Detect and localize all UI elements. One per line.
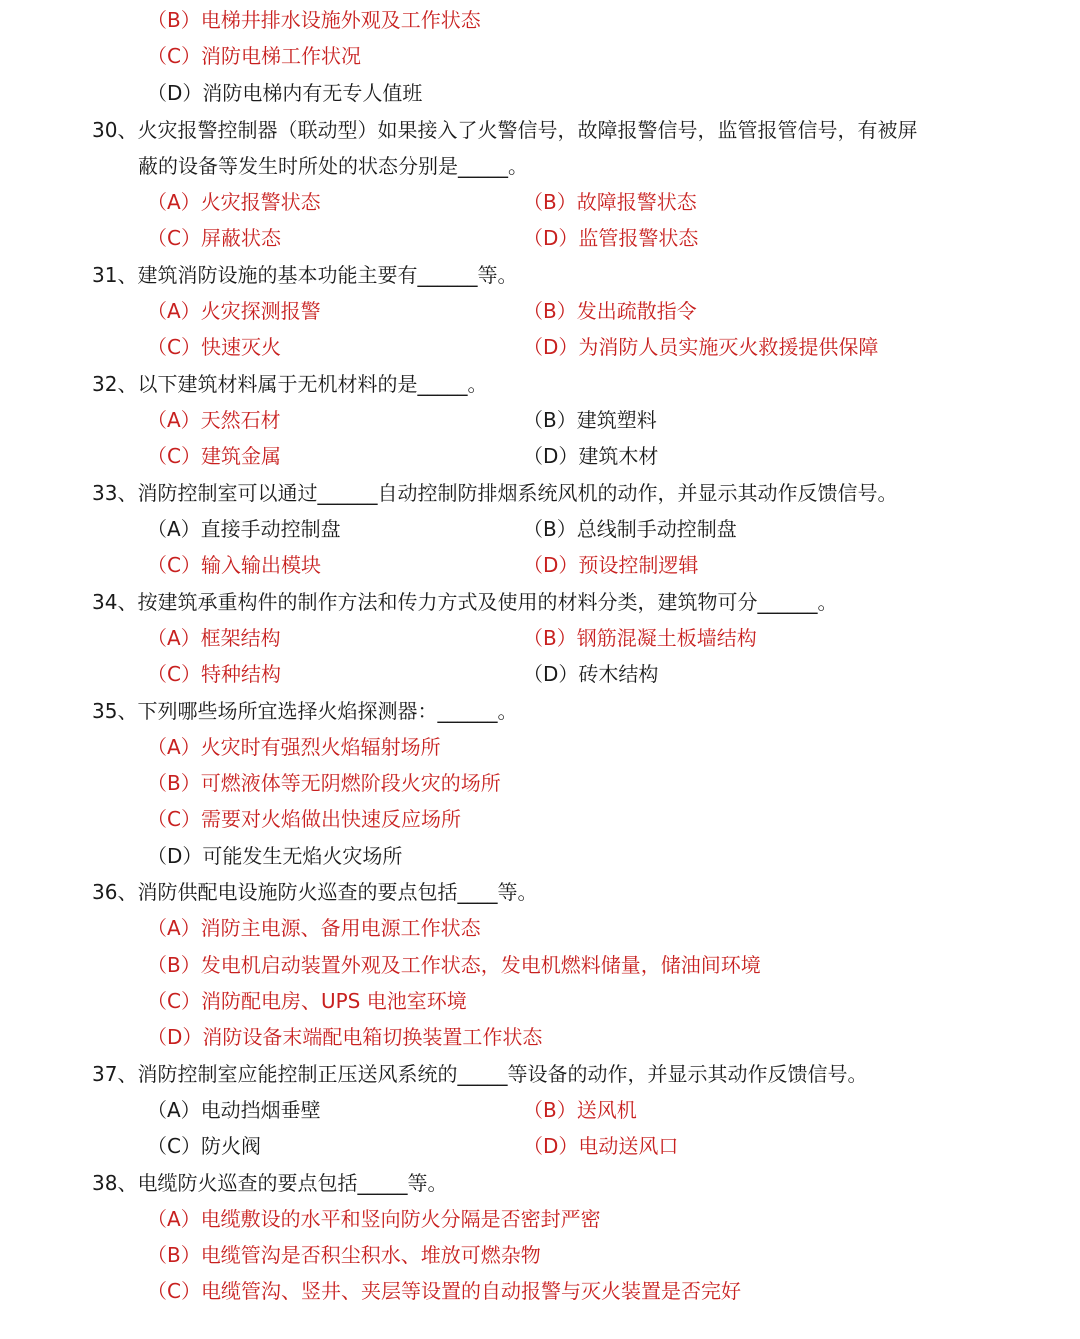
option-35a: （A）火灾时有强烈火焰辐射场所 [147, 735, 441, 759]
option-36a: （A）消防主电源、备用电源工作状态 [147, 916, 481, 940]
option-37a: （A）电动挡烟垂壁 [147, 1098, 321, 1122]
question-38-stem: 38、电缆防火巡查的要点包括_____等。 [92, 1171, 448, 1195]
question-35-stem: 35、下列哪些场所宜选择火焰探测器：______。 [92, 699, 518, 723]
option-37b: （B）送风机 [523, 1098, 637, 1122]
option-34b: （B）钢筋混凝土板墙结构 [523, 626, 757, 650]
option-36b: （B）发电机启动装置外观及工作状态，发电机燃料储量，储油间环境 [147, 953, 761, 977]
option-35b: （B）可燃液体等无阴燃阶段火灾的场所 [147, 771, 501, 795]
option-31a: （A）火灾探测报警 [147, 299, 321, 323]
option-36c: （C）消防配电房、UPS 电池室环境 [147, 989, 467, 1013]
option-34c: （C）特种结构 [147, 662, 281, 686]
option-35d: （D）可能发生无焰火灾场所 [147, 844, 403, 868]
question-37-stem: 37、消防控制室应能控制正压送风系统的_____等设备的动作，并显示其动作反馈信号。 [92, 1062, 868, 1086]
option-33a: （A）直接手动控制盘 [147, 517, 341, 541]
option-33c: （C）输入输出模块 [147, 553, 321, 577]
option-29c: （C）消防电梯工作状况 [147, 44, 361, 68]
question-34-stem: 34、按建筑承重构件的制作方法和传力方式及使用的材料分类，建筑物可分______。 [92, 590, 838, 614]
option-30d: （D）监管报警状态 [523, 226, 699, 250]
option-32c: （C）建筑金属 [147, 444, 281, 468]
option-30c: （C）屏蔽状态 [147, 226, 281, 250]
option-31c: （C）快速灭火 [147, 335, 281, 359]
option-30b: （B）故障报警状态 [523, 190, 697, 214]
option-34a: （A）框架结构 [147, 626, 281, 650]
option-38a: （A）电缆敷设的水平和竖向防火分隔是否密封严密 [147, 1207, 601, 1231]
question-32-stem: 32、以下建筑材料属于无机材料的是_____。 [92, 372, 488, 396]
option-35c: （C）需要对火焰做出快速反应场所 [147, 807, 461, 831]
option-37d: （D）电动送风口 [523, 1134, 679, 1158]
option-30a: （A）火灾报警状态 [147, 190, 321, 214]
option-38b: （B）电缆管沟是否积尘积水、堆放可燃杂物 [147, 1243, 541, 1267]
option-37c: （C）防火阀 [147, 1134, 261, 1158]
option-29b: （B）电梯井排水设施外观及工作状态 [147, 8, 481, 32]
option-31b: （B）发出疏散指令 [523, 299, 697, 323]
option-33b: （B）总线制手动控制盘 [523, 517, 737, 541]
option-32d: （D）建筑木材 [523, 444, 659, 468]
option-31d: （D）为消防人员实施灭火救援提供保障 [523, 335, 879, 359]
option-36d: （D）消防设备末端配电箱切换装置工作状态 [147, 1025, 543, 1049]
option-38c: （C）电缆管沟、竖井、夹层等设置的自动报警与灭火装置是否完好 [147, 1279, 741, 1303]
option-32a: （A）天然石材 [147, 408, 281, 432]
question-30-stem-cont: 蔽的设备等发生时所处的状态分别是_____。 [138, 154, 528, 178]
option-32b: （B）建筑塑料 [523, 408, 657, 432]
question-33-stem: 33、消防控制室可以通过______自动控制防排烟系统风机的动作，并显示其动作反馈信号。 [92, 481, 898, 505]
option-34d: （D）砖木结构 [523, 662, 659, 686]
question-31-stem: 31、建筑消防设施的基本功能主要有______等。 [92, 263, 518, 287]
question-36-stem: 36、消防供配电设施防火巡查的要点包括____等。 [92, 880, 538, 904]
option-29d: （D）消防电梯内有无专人值班 [147, 81, 423, 105]
question-30-stem: 30、火灾报警控制器（联动型）如果接入了火警信号，故障报警信号，监管报管信号，有被屏 [92, 118, 918, 142]
option-33d: （D）预设控制逻辑 [523, 553, 699, 577]
